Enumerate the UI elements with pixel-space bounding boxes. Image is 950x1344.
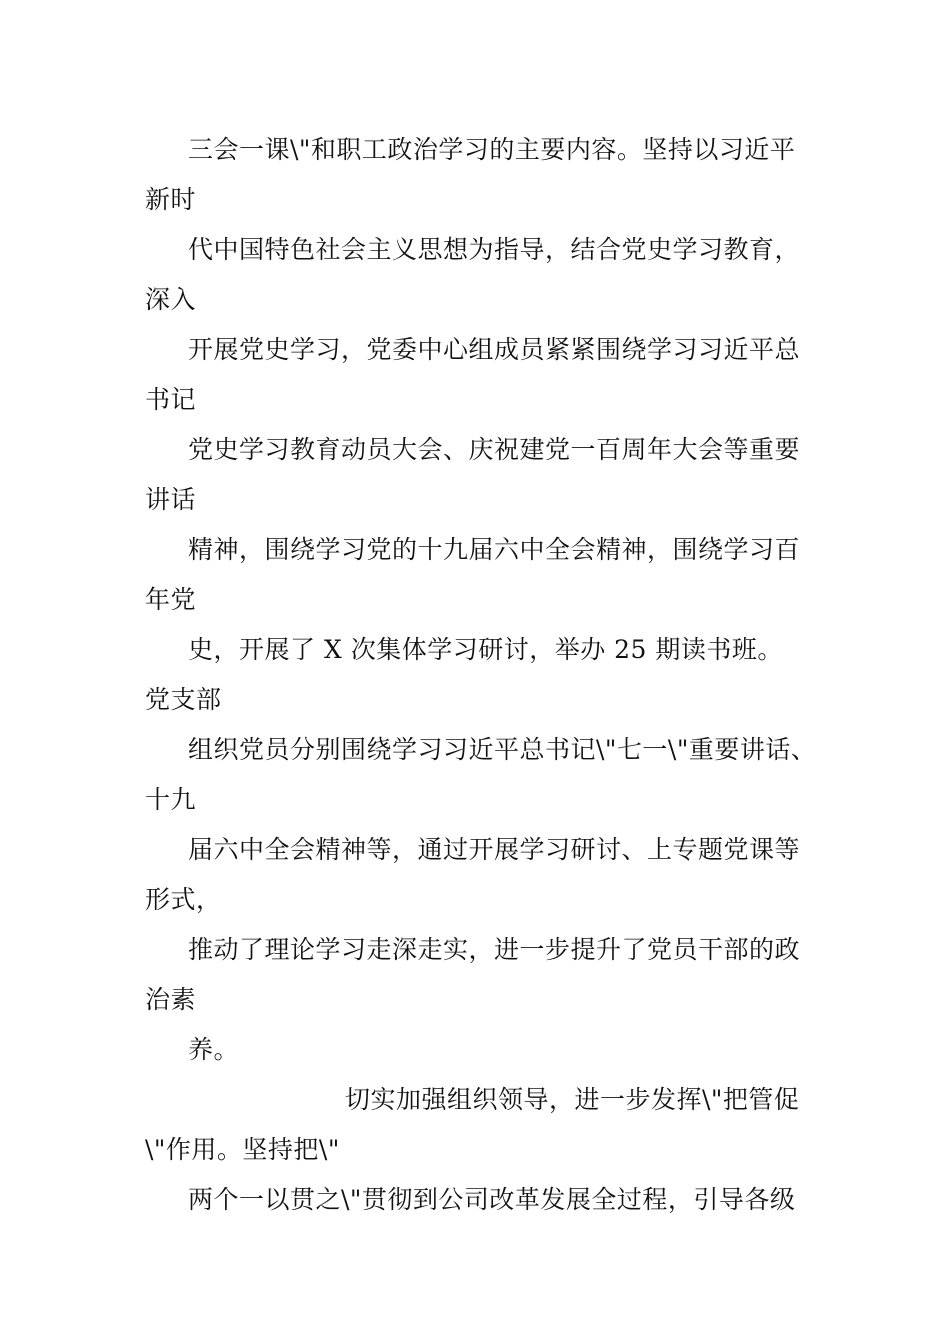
text-line-17: 推动了理论学习走深走实，进一步提升了党员干部的政	[188, 935, 801, 964]
text-line-15: 届六中全会精神等，通过开展学习研讨、上专题党课等	[188, 835, 801, 864]
text-line-20: 切实加强组织领导，进一步发挥\"把管促	[345, 1085, 800, 1114]
text-line-3: 代中国特色社会主义思想为指导，结合党史学习教育，	[188, 235, 801, 264]
text-line-19: 养。	[188, 1035, 240, 1064]
text-line-13: 组织党员分别围绕学习习近平总书记\"七一\"重要讲话、	[188, 735, 817, 764]
text-line-22: 两个一以贯之\"贯彻到公司改革发展全过程，引导各级	[188, 1185, 796, 1214]
text-line-4: 深入	[145, 285, 197, 314]
text-line-16: 形式，	[145, 885, 222, 914]
text-line-6: 书记	[145, 385, 197, 414]
text-line-9: 精神，围绕学习党的十九届六中全会精神，围绕学习百	[188, 535, 801, 564]
text-line-2: 新时	[145, 185, 197, 214]
text-line-1: 三会一课\"和职工政治学习的主要内容。坚持以习近平	[188, 135, 796, 164]
text-line-5: 开展党史学习，党委中心组成员紧紧围绕学习习近平总	[188, 335, 801, 364]
text-line-12: 党支部	[145, 685, 222, 714]
text-line-21: \"作用。坚持把\"	[145, 1135, 340, 1164]
text-line-8: 讲话	[145, 485, 197, 514]
text-line-14: 十九	[145, 785, 197, 814]
text-line-10: 年党	[145, 585, 197, 614]
text-line-11: 史，开展了 X 次集体学习研讨，举办 25 期读书班。	[188, 635, 783, 664]
text-line-18: 治素	[145, 985, 197, 1014]
text-line-7: 党史学习教育动员大会、庆祝建党一百周年大会等重要	[188, 435, 801, 464]
